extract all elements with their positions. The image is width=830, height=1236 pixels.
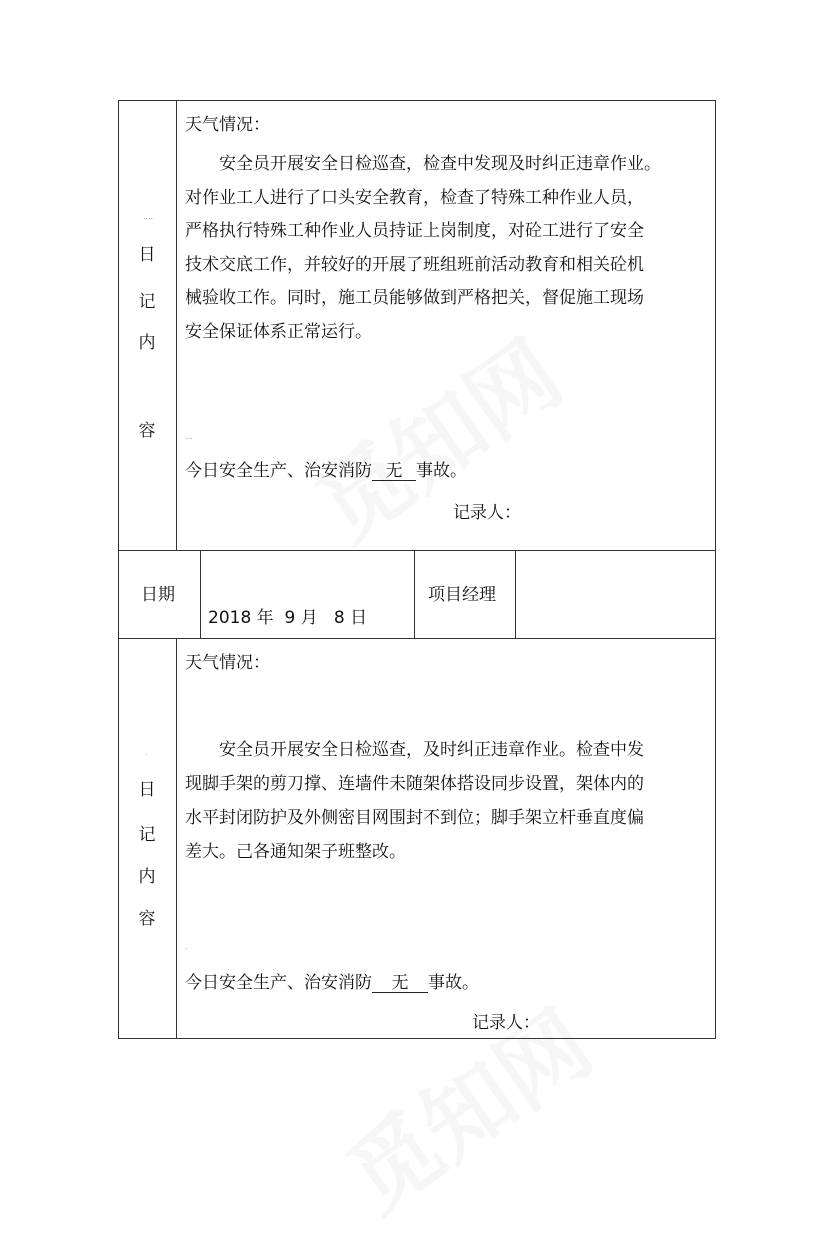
body-line: 水平封闭防护及外侧密目网围封不到位；脚手架立杆垂直度偏 — [185, 808, 644, 828]
date-label: 日期 — [141, 585, 175, 605]
body-line: 对作业工人进行了口头安全教育，检查了特殊工种作业人员， — [185, 187, 644, 208]
recorder-label: 记录人： — [472, 1013, 540, 1033]
safety-statement — [185, 461, 467, 481]
side-label-char: 日 — [138, 780, 156, 800]
safety-prefix: 今日安全生产、治安消防 — [185, 973, 372, 993]
row-divider — [118, 550, 716, 551]
weather-label: 天气情况： — [185, 115, 270, 135]
placeholder-dots: ... — [185, 432, 193, 441]
manager-label: 项目经理 — [428, 585, 496, 605]
safety-suffix: 事故。 — [428, 973, 479, 993]
side-label-char: 记 — [138, 292, 156, 312]
log-body — [185, 733, 710, 869]
side-label-char: 内 — [138, 333, 156, 353]
safety-prefix: 今日安全生产、治安消防 — [185, 461, 372, 481]
weather-label: 天气情况： — [185, 653, 270, 673]
col-divider — [515, 550, 516, 638]
recorder-label: 记录人： — [453, 503, 521, 523]
body-line: 安全保证体系正常运行。 — [185, 321, 372, 342]
side-label-char: 容 — [138, 421, 156, 441]
col-divider — [200, 550, 201, 638]
safety-statement — [185, 973, 479, 993]
body-line: 安全员开展安全日检巡查，检查中发现及时纠正违章作业。 — [219, 154, 661, 174]
side-label-char: 日 — [138, 245, 156, 265]
body-line: 技术交底工作，并较好的开展了班组班前活动教育和相关砼机 — [185, 254, 644, 275]
placeholder-dots: .... — [143, 212, 154, 221]
placeholder-dots: . — [145, 748, 148, 757]
body-line: 差大。己各通知架子班整改。 — [185, 842, 406, 862]
col-divider — [176, 638, 177, 1039]
body-line: 现脚手架的剪刀撑、连墙件未随架体搭设同步设置，架体内的 — [185, 774, 644, 794]
side-label-char: 内 — [138, 867, 156, 887]
col-divider — [176, 100, 177, 550]
safety-value: 无 — [372, 462, 416, 481]
date-value: 2018 年 9 月 8 日 — [208, 608, 368, 628]
log-body — [185, 148, 710, 349]
body-line: 安全员开展安全日检巡查，及时纠正违章作业。检查中发 — [219, 740, 644, 760]
body-line: 严格执行特殊工种作业人员持证上岗制度，对砼工进行了安全 — [185, 221, 644, 241]
col-divider — [414, 550, 415, 638]
safety-value: 无 — [372, 974, 428, 993]
placeholder-dots: . — [185, 942, 188, 951]
side-label-char: 记 — [138, 825, 156, 845]
row-divider — [118, 638, 716, 639]
safety-suffix: 事故。 — [416, 461, 467, 481]
body-line: 械验收工作。同时，施工员能够做到严格把关，督促施工现场 — [185, 288, 644, 308]
side-label-char: 容 — [138, 909, 156, 929]
